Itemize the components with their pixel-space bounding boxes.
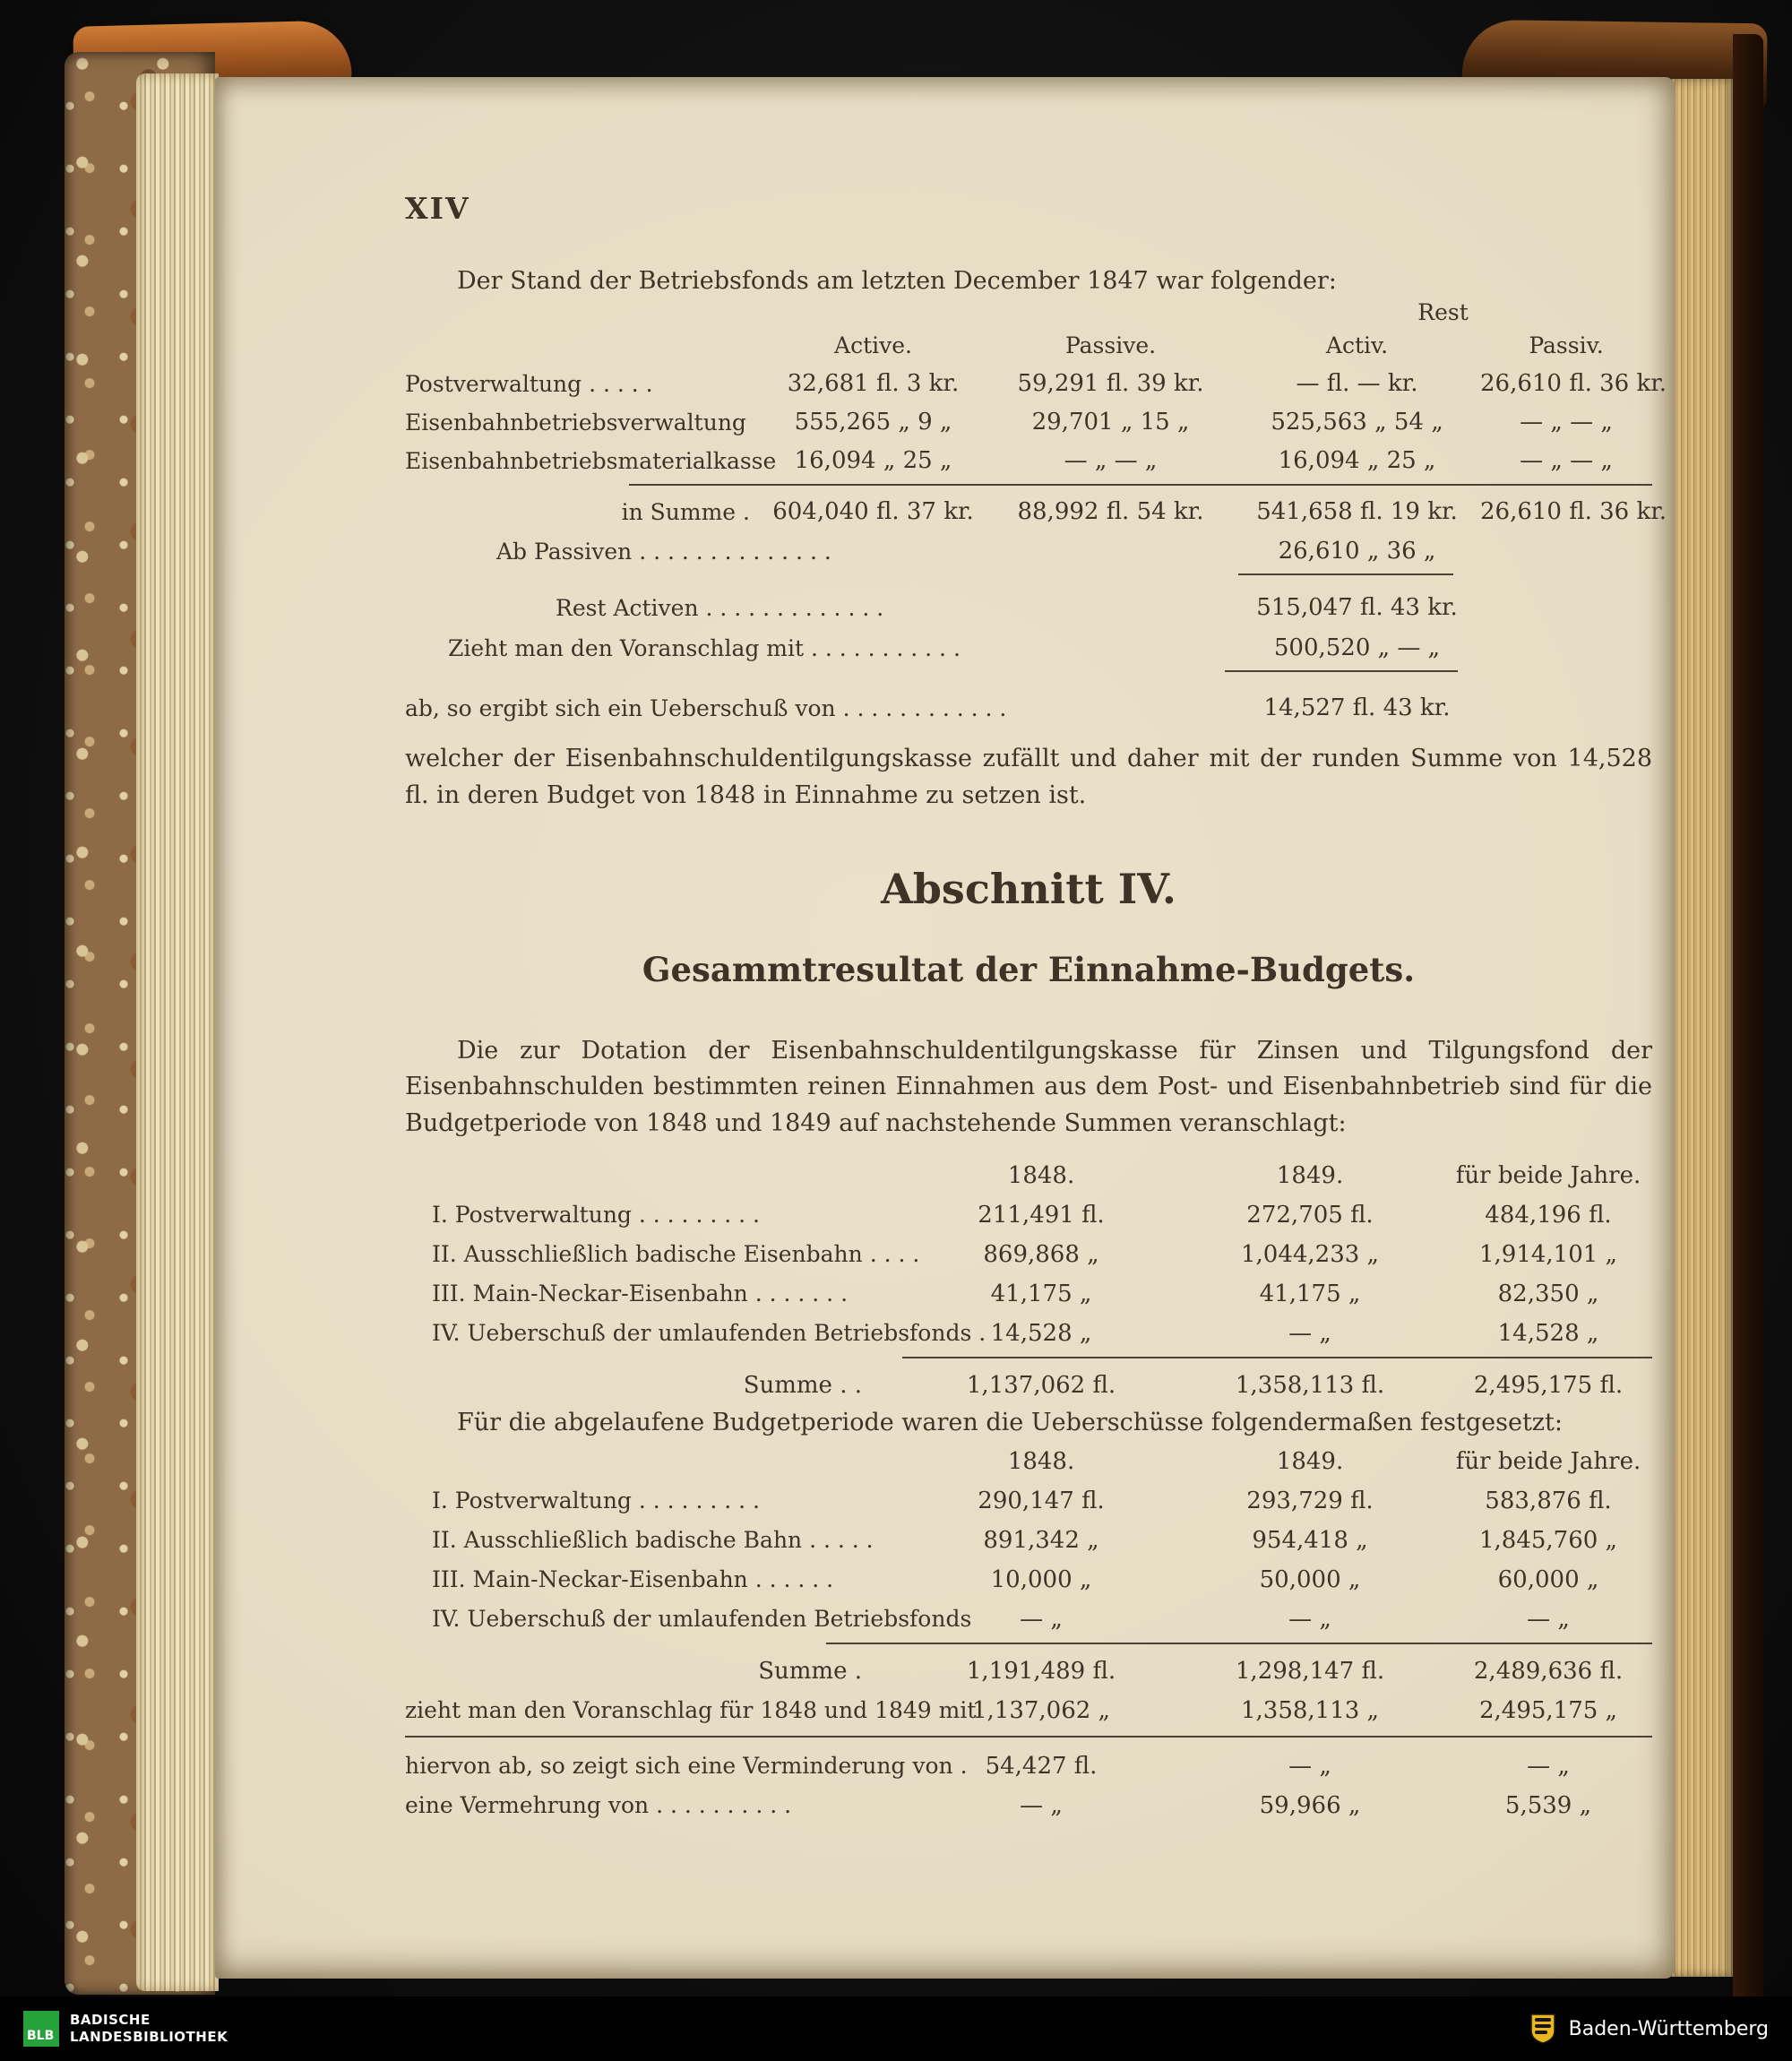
intro-text: Der Stand der Betriebsfonds am letzten December 1847 war folgender: — [457, 266, 1337, 295]
state-branding — [1529, 2013, 1769, 2045]
voranschlag-row: Zieht man den Voranschlag mit . . . . . . . . . . . 500,520 „ — „ — [448, 634, 1441, 661]
page-edges-left — [136, 73, 219, 1991]
page-number: XIV — [405, 191, 470, 226]
table-row: II. Ausschließlich badische Eisenbahn . . . . 869,868 „ 1,044,233 „ 1,914,101 „ — [432, 1241, 1618, 1268]
table-row: III. Main-Neckar-Eisenbahn . . . . . . 10,000 „ 50,000 „ 60,000 „ — [432, 1565, 1599, 1593]
table-rule — [405, 1736, 1652, 1738]
vermehrung-row: eine Vermehrung von . . . . . . . . . . — „ 59,966 „ 5,539 „ — [405, 1791, 1592, 1819]
blb-logo: BLB — [23, 2011, 59, 2047]
table-row: IV. Ueberschuß der umlaufenden Betriebsfonds — „ — „ — „ — [432, 1605, 1570, 1633]
budget-table — [405, 1156, 1652, 1405]
voranschlag-row: zieht man den Voranschlag für 1848 und 1849 mit 1,137,062 „ 1,358,113 „ 2,495,175 „ — [405, 1696, 1618, 1724]
table-row: I. Postverwaltung . . . . . . . . . 211,491 fl. 272,705 fl. 484,196 fl. — [432, 1202, 1612, 1229]
ab-passiven-row: Ab Passiven . . . . . . . . . . . . . . 26,610 „ 36 „ — [496, 538, 1436, 565]
ueberschuss-row: ab, so ergibt sich ein Ueberschuß von . . . . . . . . . . . . 14,527 fl. 43 kr. — [405, 694, 1451, 721]
summe-row: Summe . 1,191,489 fl. 1,298,147 fl. 2,489,636 fl. — [758, 1657, 1624, 1685]
col-header-both: für beide Jahre. — [1455, 1447, 1641, 1475]
table-rule — [629, 484, 1652, 486]
table-row: Postverwaltung . . . . . 32,681 fl. 3 kr. 59,291 fl. 39 kr. — fl. — kr. 26,610 fl. 36 kr. — [405, 370, 1667, 397]
library-branding — [23, 2011, 228, 2047]
viewer-footer-bar — [0, 1996, 1792, 2061]
prev-period-intro: Für die abgelaufene Budgetperiode waren die Ueberschüsse folgendermaßen festgesetzt: — [457, 1409, 1563, 1436]
page-edges-right — [1672, 79, 1736, 1977]
summe-row: in Summe . 604,040 fl. 37 kr. 88,992 fl. 54 kr. 541,658 fl. 19 kr. 26,610 fl. 36 kr. — [621, 498, 1667, 525]
rest-header-row — [405, 299, 1652, 326]
page-content — [405, 186, 1667, 1825]
table-row: I. Postverwaltung . . . . . . . . . 290,147 fl. 293,729 fl. 583,876 fl. — [432, 1487, 1612, 1514]
col-header-passive: Passive. — [1064, 332, 1157, 358]
section-heading: Abschnitt IV. — [881, 865, 1176, 913]
table-row: III. Main-Neckar-Eisenbahn . . . . . . . 41,175 „ 41,175 „ 82,350 „ — [432, 1281, 1599, 1307]
table-row: Eisenbahnbetriebsmaterialkasse 16,094 „ 25 „ — „ — „ 16,094 „ 25 „ — „ — „ — [405, 447, 1613, 474]
table-header-row — [405, 1442, 1652, 1481]
baden-wuerttemberg-coat-icon — [1529, 2013, 1556, 2045]
rest-header: Rest — [1417, 299, 1469, 325]
book-page — [215, 77, 1676, 1979]
col-header-1849: 1849. — [1276, 1162, 1344, 1189]
table-rule — [1225, 670, 1458, 672]
section-paragraph: Die zur Dotation der Eisenbahnschuldentilgungskasse für Zinsen und Tilgungsfond der Eisenbahnschulden bestimmten reinen Einnahmen aus dem Post- und Eisenbahnbetrieb sind für die Budgetperiode von 1848 und 1849 auf nachstehende Summen veranschlagt: — [405, 1036, 1652, 1137]
summe-row: Summe . . 1,137,062 fl. 1,358,113 fl. 2,495,175 fl. — [743, 1372, 1624, 1399]
col-header-activ: Activ. — [1325, 332, 1389, 358]
table-row: Eisenbahnbetriebsverwaltung 555,265 „ 9 „ 29,701 „ 15 „ 525,563 „ 54 „ — „ — „ — [405, 409, 1613, 435]
table-row: II. Ausschließlich badische Bahn . . . . . 891,342 „ 954,418 „ 1,845,760 „ — [432, 1526, 1618, 1554]
col-header-1848: 1848. — [1007, 1447, 1075, 1475]
library-name: BADISCHE LANDESBIBLIOTHEK — [70, 2011, 228, 2045]
col-header-active: Active. — [834, 332, 912, 358]
col-header-1848: 1848. — [1007, 1162, 1075, 1189]
section-subheading: Gesammtresultat der Einnahme-Budgets. — [642, 950, 1416, 989]
prev-period-table — [405, 1442, 1652, 1825]
table-rule — [1238, 573, 1453, 575]
rest-activen-row: Rest Activen . . . . . . . . . . . . . 515,047 fl. 43 kr. — [556, 594, 1458, 621]
closing-paragraph: welcher der Eisenbahnschuldentilgungskasse zufällt und daher mit der runden Summe von 14,528 fl. in deren Budget von 1848 in Einnahme zu setzen ist. — [405, 745, 1652, 809]
col-header-both: für beide Jahre. — [1455, 1162, 1641, 1189]
state-name: Baden-Württemberg — [1568, 2017, 1769, 2040]
col-header-1849: 1849. — [1276, 1447, 1344, 1475]
table-header-row — [405, 1156, 1652, 1195]
table-header-row — [405, 326, 1652, 365]
col-header-passiv: Passiv. — [1529, 332, 1604, 358]
back-cover-edge — [1733, 34, 1763, 2016]
betriebsfonds-table — [405, 299, 1667, 814]
table-rule — [902, 1357, 1652, 1358]
table-row: IV. Ueberschuß der umlaufenden Betriebsfonds . 14,528 „ — „ 14,528 „ — [432, 1320, 1599, 1347]
table-rule — [826, 1643, 1652, 1644]
verminderung-row: hiervon ab, so zeigt sich eine Verminderung von . 54,427 fl. — „ — „ — [405, 1752, 1570, 1780]
